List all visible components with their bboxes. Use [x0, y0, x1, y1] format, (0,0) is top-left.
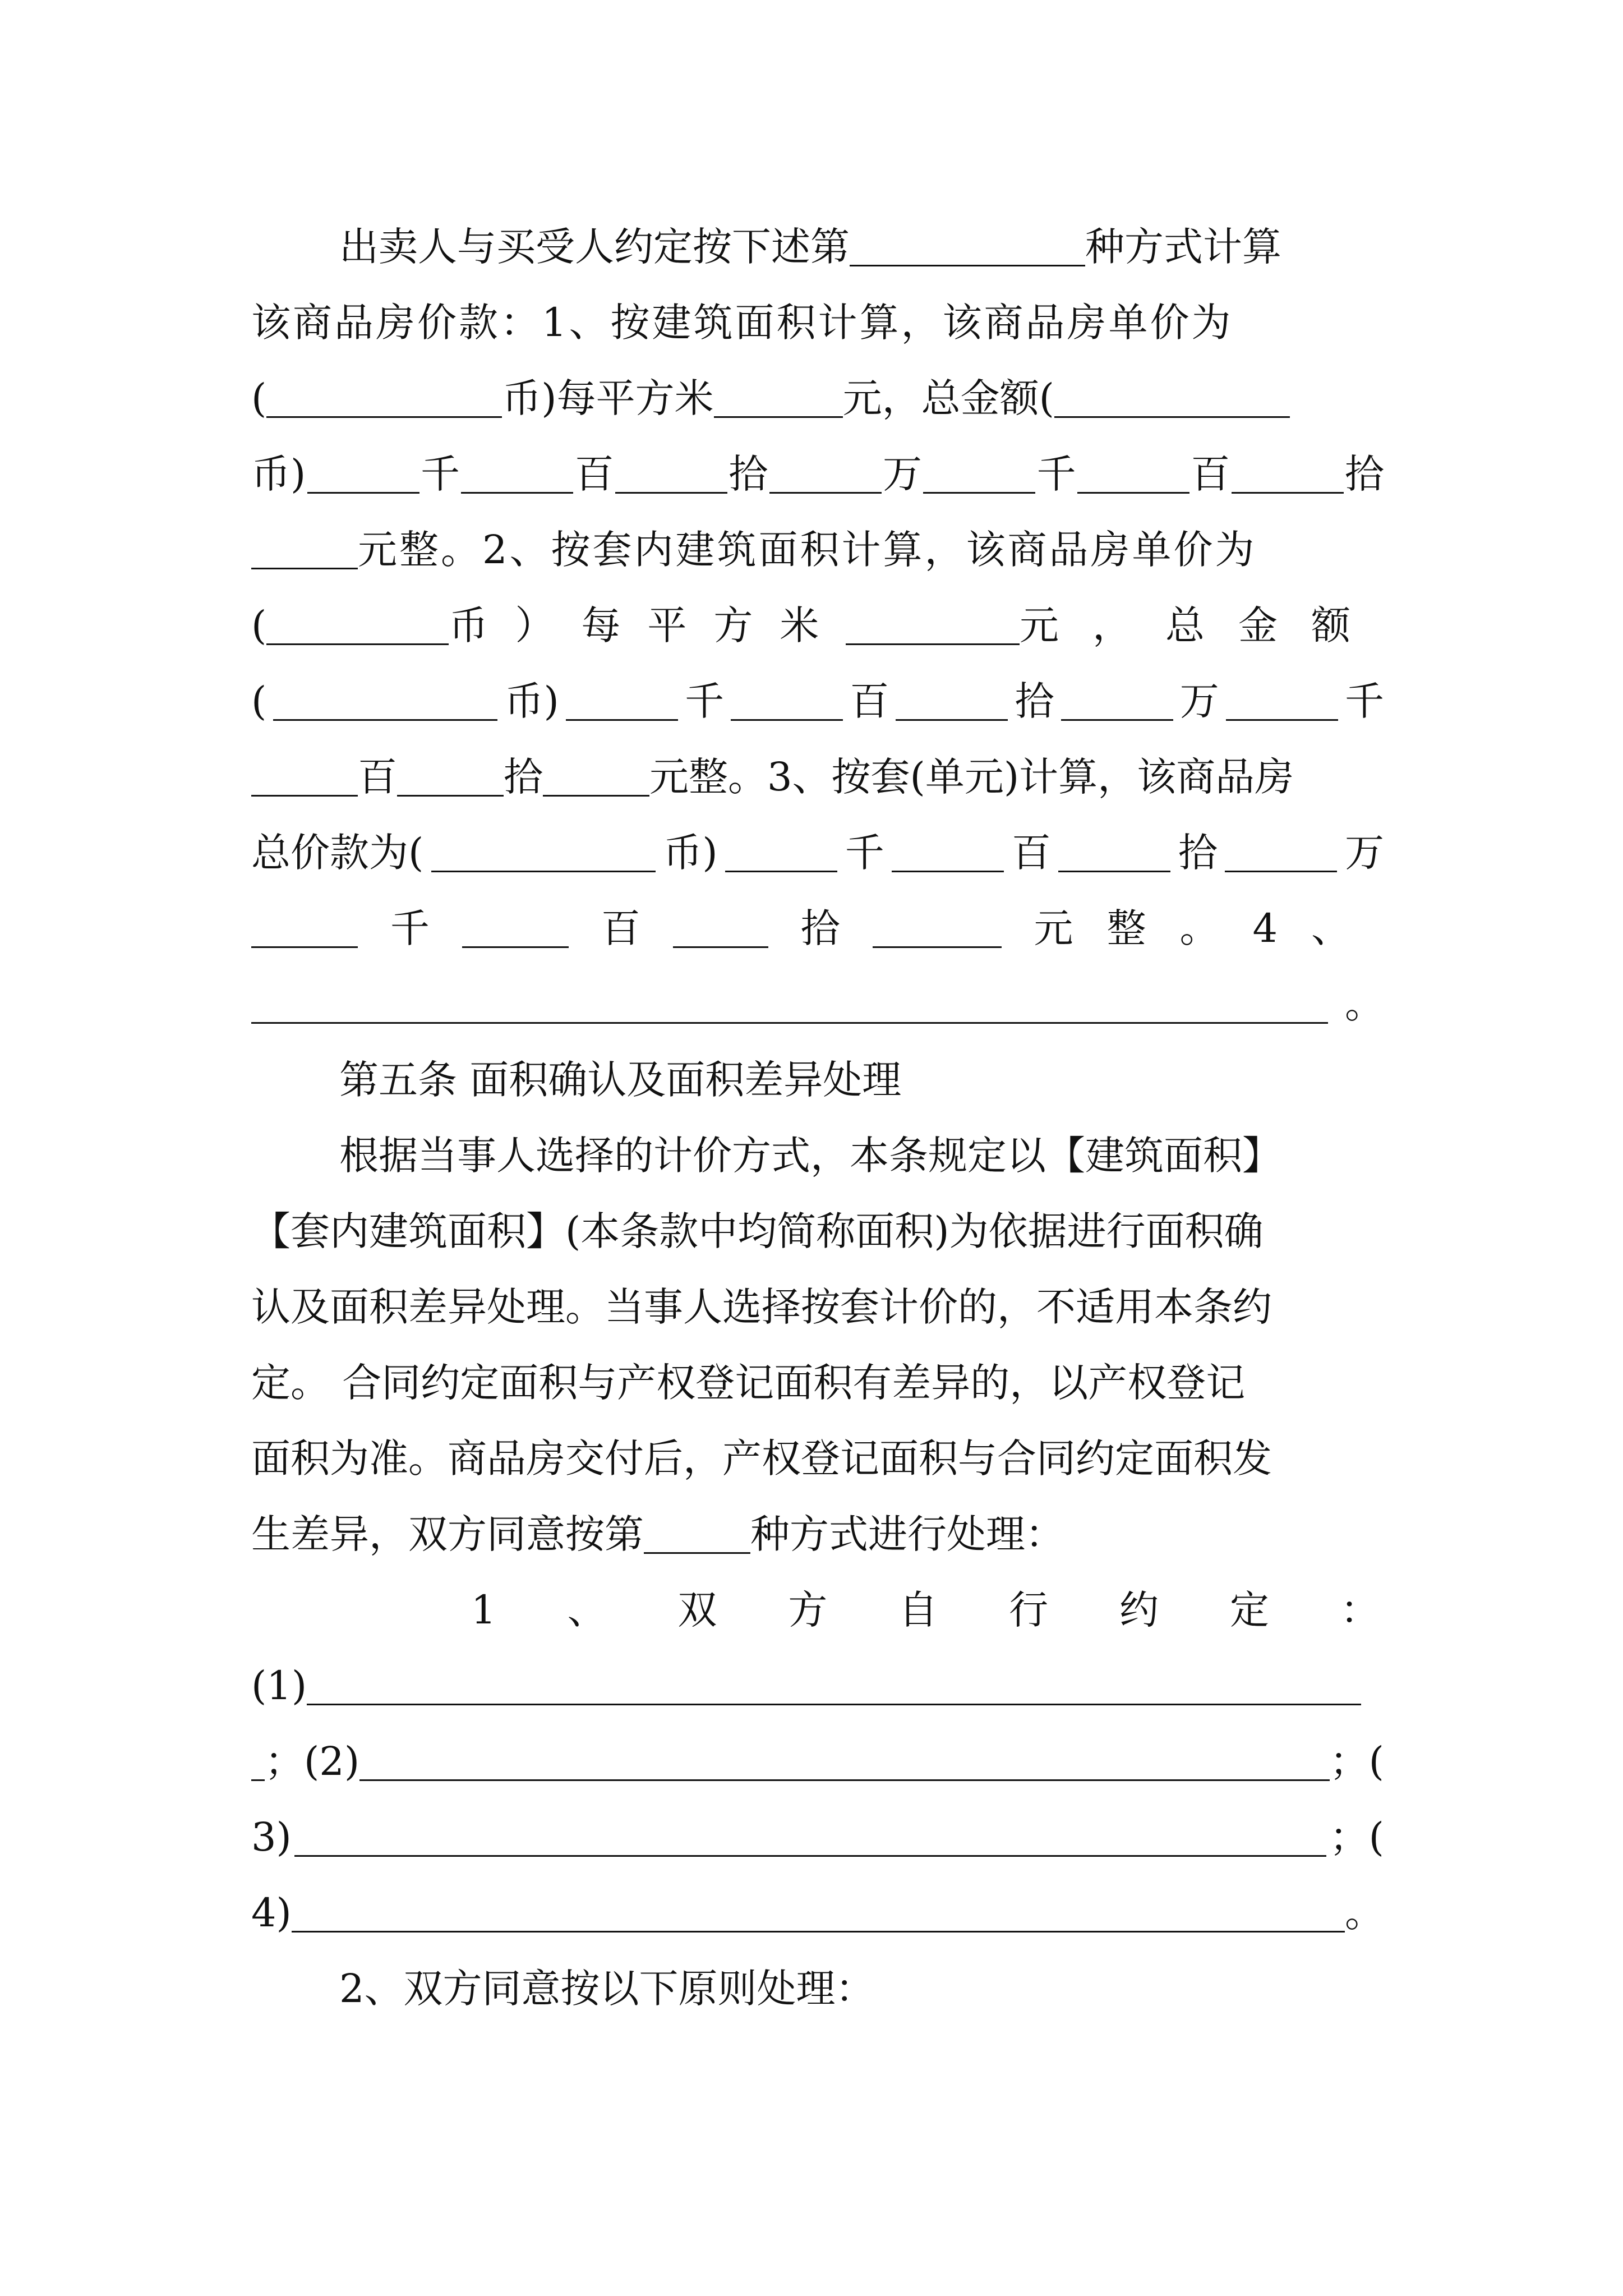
option-2-heading: 2、双方同意按以下原则处理：: [339, 1966, 875, 2012]
text-line: ( 币)每平方米 元，总金额(: [251, 367, 1384, 429]
fill-blank[interactable]: [1061, 682, 1173, 721]
fill-blank[interactable]: [251, 985, 1328, 1024]
fill-blank[interactable]: [846, 606, 1020, 645]
text-line: 元整。2、按套内建筑面积计算，该商品房单价为: [251, 519, 1384, 581]
fill-blank[interactable]: [892, 834, 1004, 872]
fill-blank[interactable]: [251, 531, 358, 569]
text-line: 面积为准。商品房交付后，产权登记面积与合同约定面积发: [251, 1435, 1272, 1481]
text-line: 。: [251, 973, 1384, 1035]
fill-blank[interactable]: [1225, 834, 1337, 872]
fill-blank[interactable]: [923, 455, 1035, 494]
text-line: ( 币) 千 百 拾 万 千: [251, 678, 1384, 724]
fill-blank[interactable]: [462, 909, 569, 948]
text-line: 总价款为( 币) 千 百 拾 万: [251, 830, 1384, 876]
fill-blank[interactable]: [397, 758, 504, 797]
fill-blank[interactable]: [273, 682, 497, 721]
fill-blank[interactable]: [307, 1667, 1361, 1705]
option-1-item: 3) ；(: [251, 1814, 1384, 1860]
fill-blank[interactable]: [359, 1742, 1330, 1781]
fill-blank[interactable]: [543, 758, 649, 797]
fill-blank[interactable]: [431, 834, 656, 872]
text-line: ( 币）每平方米 元，总金额: [251, 602, 1384, 648]
text-line: 币) 千 百 拾 万 千 百 拾: [251, 451, 1384, 497]
text-line: 出卖人与买受人约定按下述第 种方式计算: [339, 224, 1281, 270]
fill-blank[interactable]: [714, 379, 843, 418]
section-title: 第五条 面积确认及面积差异处理: [339, 1057, 902, 1103]
fill-blank[interactable]: [725, 834, 837, 872]
fill-blank[interactable]: [1054, 379, 1290, 418]
fill-blank[interactable]: [644, 1515, 750, 1554]
fill-blank[interactable]: [873, 909, 1002, 948]
fill-blank[interactable]: [292, 1894, 1345, 1932]
fill-blank[interactable]: [769, 455, 882, 494]
fill-blank[interactable]: [566, 682, 678, 721]
fill-blank[interactable]: [251, 1742, 265, 1781]
fill-blank[interactable]: [896, 682, 1008, 721]
text-line: 该商品房价款：1、按建筑面积计算，该商品房单价为: [251, 300, 1233, 346]
fill-blank[interactable]: [251, 758, 358, 797]
fill-blank[interactable]: [1232, 455, 1344, 494]
text-line: 认及面积差异处理。当事人选择按套计价的，不适用本条约: [251, 1284, 1272, 1330]
fill-blank[interactable]: [1058, 834, 1170, 872]
option-1-item: 4) 。: [251, 1890, 1384, 1936]
fill-blank[interactable]: [1077, 455, 1189, 494]
text-line: 根据当事人选择的计价方式，本条规定以【建筑面积】: [339, 1133, 1281, 1179]
text-line: 生差异，双方同意按第 种方式进行处理：: [251, 1511, 1064, 1557]
option-1-item: ；(2) ；(: [251, 1731, 1384, 1792]
fill-blank[interactable]: [266, 606, 449, 645]
fill-blank[interactable]: [731, 682, 843, 721]
text-line: 百 拾 元整。3、按套(单元)计算，该商品房: [251, 746, 1384, 808]
fill-blank[interactable]: [251, 909, 358, 948]
fill-blank[interactable]: [294, 1818, 1326, 1857]
text-line: 【套内建筑面积】(本条款中均简称面积)为依据进行面积确: [251, 1208, 1264, 1254]
option-1-item: (1): [251, 1655, 1384, 1717]
text-line: 定。 合同约定面积与产权登记面积有差异的，以产权登记: [251, 1360, 1246, 1406]
fill-blank[interactable]: [1226, 682, 1338, 721]
fill-blank[interactable]: [461, 455, 573, 494]
fill-blank[interactable]: [307, 455, 419, 494]
option-1-heading: 1 、 双 方 自 行 约 定 ：: [471, 1587, 1380, 1633]
fill-blank[interactable]: [673, 909, 768, 948]
fill-blank[interactable]: [266, 379, 502, 418]
fill-blank[interactable]: [850, 228, 1085, 266]
fill-blank[interactable]: [615, 455, 727, 494]
text-line: 千 百 拾 元整。4、: [251, 898, 1384, 959]
